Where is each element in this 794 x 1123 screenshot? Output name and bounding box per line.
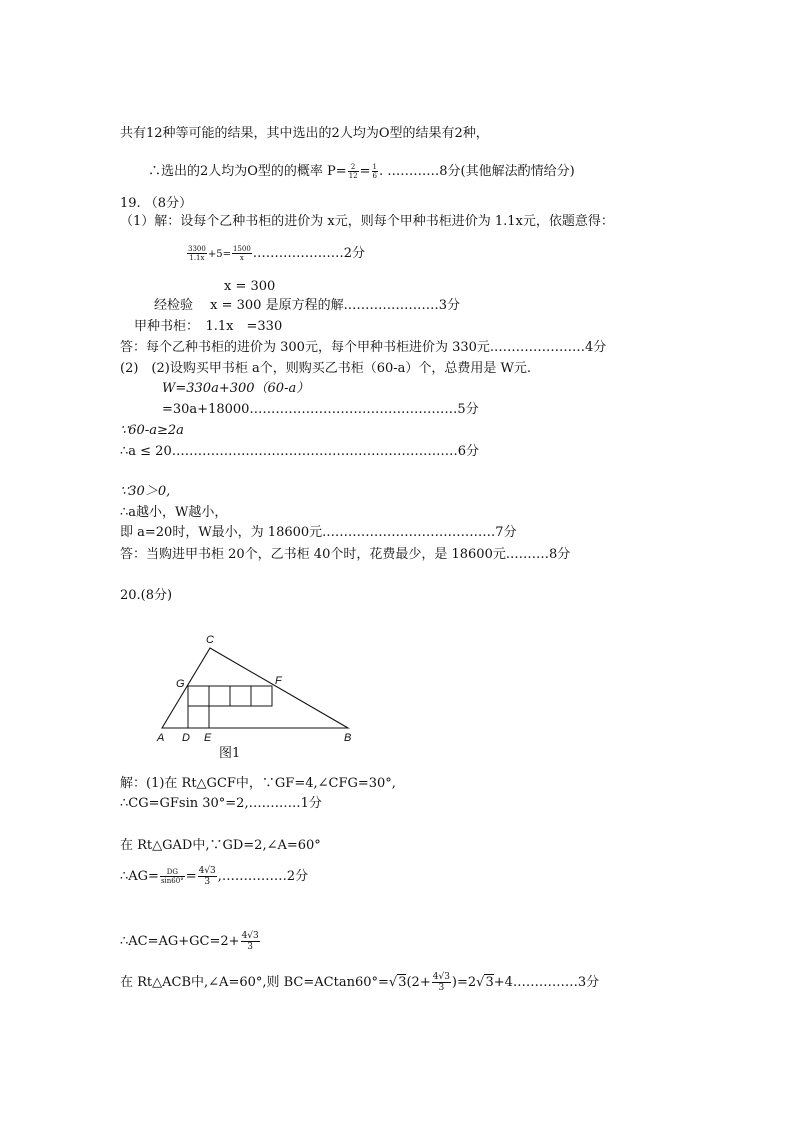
ac-prefix: ∴AC=AG+GC=2+ (120, 934, 240, 949)
q20-figure-triangle (150, 628, 365, 768)
frac-denominator: sin60° (160, 877, 184, 885)
bc-frac (432, 972, 451, 993)
equals-sign: = (359, 164, 371, 179)
ag-prefix: ∴AG= (120, 869, 159, 884)
q19-jia-price: 甲种书柜： 1.1x =330 (134, 319, 283, 334)
q18-frac-1-6 (372, 163, 378, 180)
ag-frac-dg-sin60 (160, 868, 185, 885)
label-a: A (157, 732, 165, 744)
q20-step-4 (120, 866, 308, 887)
sqrt-icon: √ (388, 975, 398, 990)
frac-denominator: 3 (204, 877, 211, 887)
q20-score-2: ,……………2分 (217, 869, 309, 884)
label-d: D (182, 732, 190, 744)
frac-numerator: 1500 (232, 245, 251, 253)
frac-denominator: 6 (372, 172, 377, 180)
label-g: G (176, 678, 185, 690)
q20-step-6 (120, 972, 599, 993)
q20-step-2: ∴CG=GFsin 30°=2,…………1分 (120, 796, 322, 811)
q19-minimum: 即 a=20时，W最小，为 18600元.…………………………………7分 (120, 525, 517, 540)
label-f: F (275, 675, 282, 687)
radicand: 3 (485, 975, 494, 990)
q20-figure-caption: 图1 (219, 746, 241, 761)
q19-header: 19. （8分） (120, 196, 193, 211)
equation-middle: +5= (207, 249, 231, 260)
q19-answer-1: 答：每个乙种书柜的进价为 300元，每个甲种书柜进价为 330元.…………………4分 (120, 340, 607, 355)
q19-a-bound: ∴a ≤ 20…………………………………………………………6分 (120, 444, 479, 459)
frac-numerator: 1 (372, 163, 377, 171)
q19-part2-intro: (2) (2)设购买甲书柜 a个，则购买乙书柜（60-a）个，总费用是 W元. (120, 361, 532, 376)
q19-w-simplified: =30a+18000…………………………………………5分 (162, 402, 479, 417)
bc-post: )=2 (451, 975, 477, 990)
q19-frac-1500 (232, 245, 252, 262)
q19-score-2: …………………2分 (252, 246, 366, 261)
frac-denominator: 3 (438, 983, 445, 993)
equals-sign: = (185, 869, 197, 884)
frac-numerator: 2 (348, 163, 359, 172)
label-e: E (204, 732, 212, 744)
radicand: 3 (398, 975, 407, 990)
frac-numerator: 3300 (188, 245, 206, 253)
rect-bottom (188, 706, 209, 728)
q19-part1-intro: （1）解：设每个乙种书柜的进价为 x元，则每个甲种书柜进价为 1.1x元，依题意得： (120, 214, 614, 229)
q18-outcomes-line: 共有12种等可能的结果，其中选出的2人均为O型的结果有2种， (120, 126, 489, 141)
q19-solution-x: x = 300 (224, 279, 276, 294)
q19-frac-3300 (187, 245, 207, 262)
triangle-abc (162, 648, 348, 728)
q19-answer-2: 答：当购进甲书柜 20个，乙书柜 40个时，花费最少，是 18600元.………8分 (120, 547, 571, 562)
q20-step-1: 解：(1)在 Rt△GCF中，∵GF=4,∠CFG=30°, (120, 776, 396, 791)
frac-numerator: 4√3 (432, 972, 450, 982)
frac-denominator: 1.1x (189, 254, 205, 262)
q20-step-5 (120, 931, 261, 952)
frac-numerator: 4√3 (198, 866, 216, 876)
bc-mid: (2+ (406, 975, 431, 990)
frac-numerator: DG (160, 868, 185, 877)
sqrt-icon: √ (476, 975, 485, 990)
q19-monotonic: ∴a越小，W越小， (120, 505, 228, 520)
q18-probability-line (148, 163, 575, 180)
q19-equation (186, 245, 365, 263)
q18-prob-text: ∴选出的2人均为O型的的概率 P= (148, 164, 347, 179)
frac-numerator: 4√3 (241, 931, 259, 941)
bc-prefix: 在 Rt△ACB中,∠A=60°,则 BC=ACtan60°= (120, 975, 389, 990)
ag-frac-result (198, 866, 217, 887)
q20-header: 20.(8分) (120, 588, 173, 603)
q20-step-3: 在 Rt△GAD中,∵GD=2,∠A=60° (120, 838, 321, 853)
q19-w-expression: W=330a+300（60-a） (162, 381, 310, 396)
q19-check: 经检验 x = 300 是原方程的解.…………………3分 (154, 298, 460, 313)
label-c: C (206, 634, 214, 646)
frac-denominator: x (239, 254, 244, 262)
q18-score-note: . …………8分(其他解法酌情给分) (379, 164, 575, 179)
q19-k-positive: ∵30＞0, (120, 484, 171, 499)
frac-denominator: 3 (247, 942, 254, 952)
ac-frac (241, 931, 260, 952)
q20-score-3: +4……………3分 (493, 975, 600, 990)
q19-inequality: ∵60-a≥2a (120, 423, 184, 438)
label-b: B (344, 732, 352, 744)
frac-denominator: 12 (348, 172, 358, 180)
q18-frac-2-12 (348, 163, 359, 180)
